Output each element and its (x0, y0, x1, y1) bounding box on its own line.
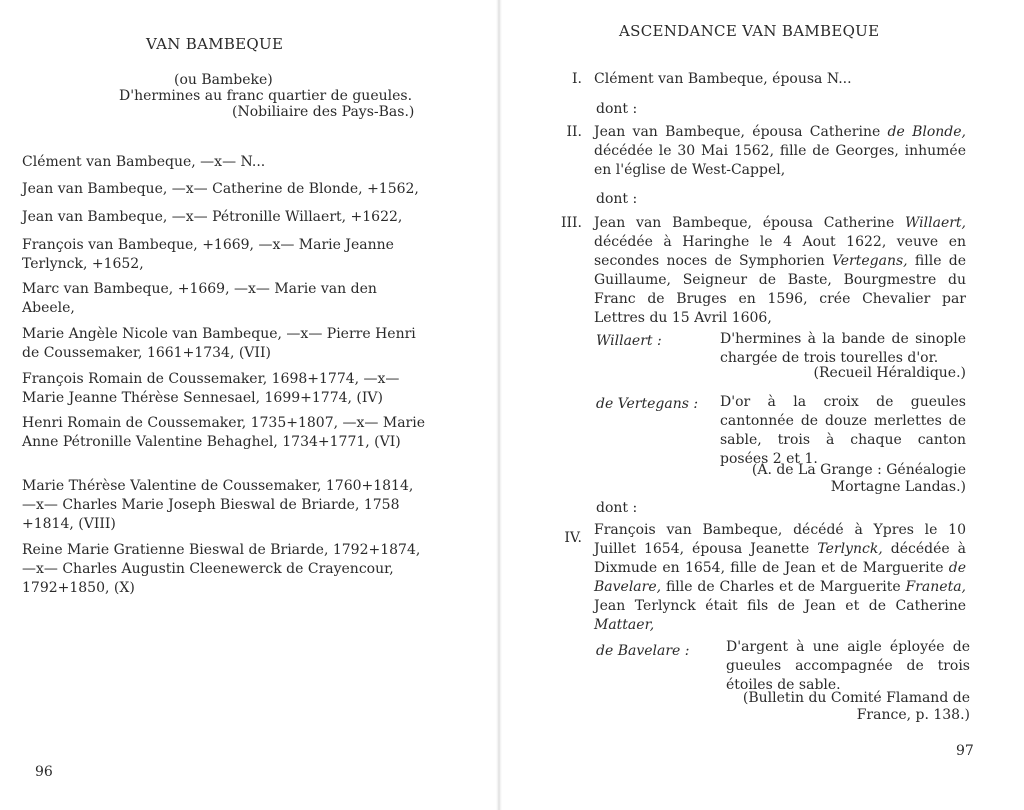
generation-text: François van Bambeque, décédé à Ypres le 10 Juillet 1654, épousa Jeanette Terlynck, décédée à Dixmude en 1654, fille de Jean et de Marguerite de Bavelare, fille de Charles et de Marguerite Franeta, Jean Terlynck était fils de Jean et de Catherine Mattaer, (594, 522, 966, 633)
lineage-entry-6: Marie Angèle Nicole van Bambeque, —x— Pierre Henri de Coussemaker, 1661+1734, (VII) (22, 326, 416, 361)
intro-line-3: (Nobiliaire des Pays-Bas.) (232, 104, 415, 120)
arms-source-line-1: (Bulletin du Comité Flamand de (742, 690, 970, 706)
lineage-entry-8: Henri Romain de Coussemaker, 1735+1807, —x— Marie Anne Pétronille Valentine Behaghel, 1734+1771, (VI) (22, 415, 425, 450)
generation-text: Clément van Bambeque, épousa N... (594, 71, 852, 87)
arms-label: Willaert : (596, 333, 662, 349)
generation-numeral: IV. (564, 530, 582, 546)
lineage-entry-3: Jean van Bambeque, —x— Pétronille Willaert, +1622, (22, 209, 403, 225)
dont-label: dont : (596, 191, 638, 207)
arms-source: (Recueil Héraldique.) (813, 365, 966, 381)
arms-label: de Vertegans : (596, 396, 699, 412)
generation-text: Jean van Bambeque, épousa Catherine de Blonde, décédée le 30 Mai 1562, fille de Georges, inhumée en l'église de West-Cappel, (594, 124, 966, 178)
left-page-title: VAN BAMBEQUE (146, 35, 284, 53)
left-page (0, 0, 496, 810)
generation-text: Jean van Bambeque, épousa Catherine Willaert, décédée à Haringhe le 4 Aout 1622, veuve en secondes noces de Symphorien Vertegans, fille de Guillaume, Seigneur de Baste, Bourgmestre du Franc de Bruges en 1596, crée Chevalier par Lettres du 15 Avril 1606, (594, 215, 966, 326)
generation-numeral: III. (560, 215, 582, 231)
arms-blazon: D'or à la croix de gueules cantonnée de douze merlettes de sable, trois à chaque canton posées 2 et 1. (720, 394, 966, 467)
lineage-entry-4: François van Bambeque, +1669, —x— Marie Jeanne Terlynck, +1652, (22, 237, 394, 272)
lineage-entry-7: François Romain de Coussemaker, 1698+1774, —x— Marie Jeanne Thérèse Sennesael, 1699+1774, (IV) (22, 371, 400, 406)
arms-blazon: D'argent à une aigle éployée de gueules accompagnée de trois étoiles de sable. (726, 639, 970, 693)
arms-source-line-2: Mortagne Landas.) (830, 479, 966, 495)
arms-source-line-2: France, p. 138.) (856, 707, 970, 723)
arms-label: de Bavelare : (596, 643, 690, 659)
arms-source-line-1: (A. de La Grange : Généalogie (751, 462, 966, 478)
generation-numeral: II. (566, 124, 582, 140)
intro-line-2: D'hermines au franc quartier de gueules. (119, 88, 413, 104)
lineage-entry-2: Jean van Bambeque, —x— Catherine de Blonde, +1562, (22, 181, 419, 197)
lineage-entry-5: Marc van Bambeque, +1669, —x— Marie van den Abeele, (22, 281, 377, 316)
page-number-left: 96 (35, 764, 53, 780)
right-page-title: ASCENDANCE VAN BAMBEQUE (619, 22, 880, 40)
dont-label: dont : (596, 500, 638, 516)
lineage-entry-9: Marie Thérèse Valentine de Coussemaker, 1760+1814, —x— Charles Marie Joseph Bieswal de Briarde, 1758 +1814, (VIII) (22, 478, 414, 532)
dont-label: dont : (596, 101, 638, 117)
intro-line-1: (ou Bambeke) (174, 72, 273, 88)
lineage-entry-10: Reine Marie Gratienne Bieswal de Briarde, 1792+1874, —x— Charles Augustin Cleenewerck de Crayencour, 1792+1850, (X) (22, 542, 421, 596)
lineage-entry-1: Clément van Bambeque, —x— N... (22, 154, 266, 170)
right-page (502, 0, 1024, 810)
generation-numeral: I. (572, 71, 582, 87)
arms-blazon: D'hermines à la bande de sinople chargée de trois tourelles d'or. (720, 331, 966, 366)
page-number-right: 97 (956, 743, 974, 759)
